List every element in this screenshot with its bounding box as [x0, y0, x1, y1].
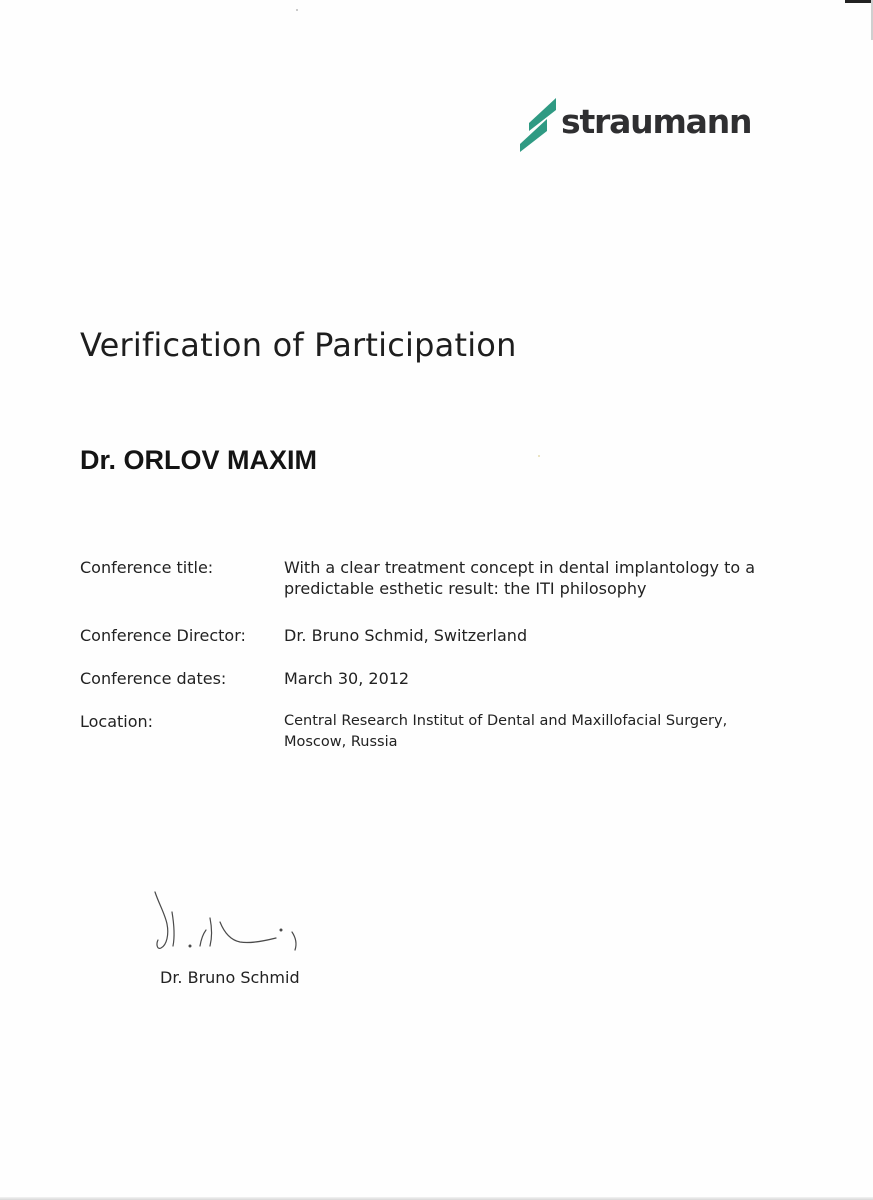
location-label: Location:: [80, 712, 154, 731]
handwritten-signature-icon: [150, 888, 320, 968]
straumann-s-mark-icon: [516, 98, 560, 156]
detail-row-conference-director: [80, 625, 800, 668]
participant-name: Dr. ORLOV MAXIM: [80, 445, 318, 475]
conference-details: [80, 557, 800, 761]
scan-speck: [296, 9, 298, 11]
conference-director-label: Conference Director:: [80, 626, 246, 645]
straumann-wordmark: straumann: [561, 102, 752, 141]
conference-director-value: Dr. Bruno Schmid, Switzerland: [284, 626, 528, 645]
location-value: Central Research Institut of Dental and Maxillofacial Surgery, Moscow, Russia: [284, 713, 728, 750]
scan-speck: [538, 455, 540, 457]
detail-row-conference-dates: [80, 668, 800, 711]
detail-row-conference-title: [80, 557, 800, 625]
conference-title-label: Conference title:: [80, 558, 214, 577]
detail-row-location: [80, 711, 800, 761]
conference-title-value: With a clear treatment concept in dental implantology to a predictable esthetic result: the ITI philosophy: [284, 558, 756, 598]
conference-dates-value: March 30, 2012: [284, 669, 410, 688]
straumann-logo: [516, 98, 776, 158]
conference-dates-label: Conference dates:: [80, 669, 227, 688]
document-title: Verification of Participation: [80, 326, 517, 364]
scan-edge-top: [845, 0, 873, 3]
signer-name: Dr. Bruno Schmid: [160, 968, 300, 987]
